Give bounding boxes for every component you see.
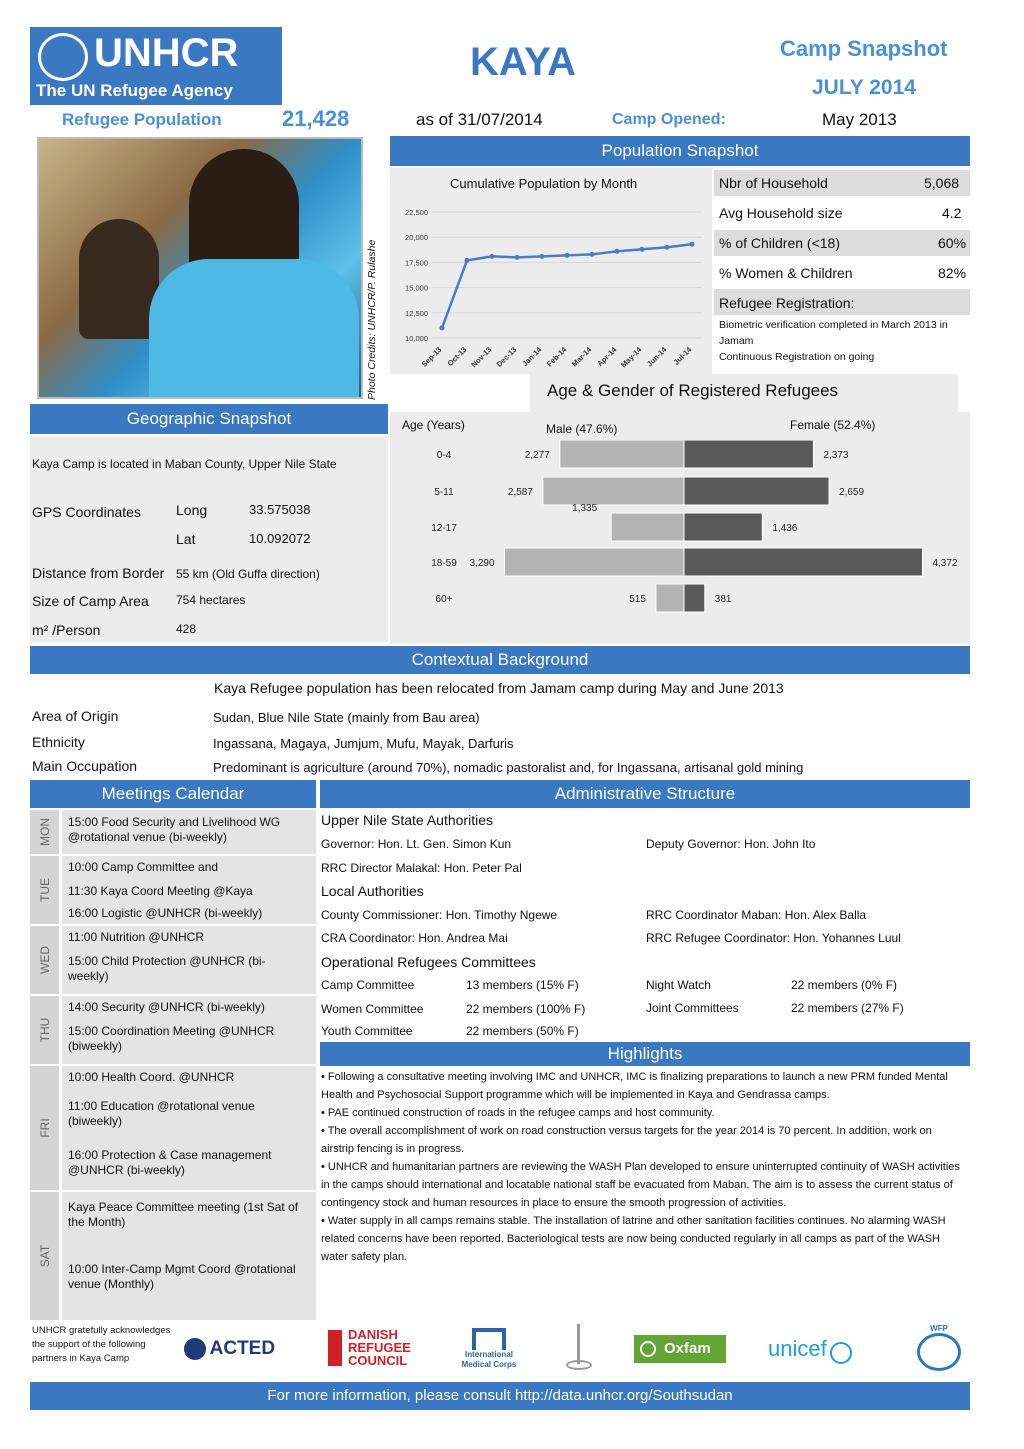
pyramid-age-header: Age (Years) — [402, 418, 465, 432]
geo-lat-value: 10.092072 — [249, 531, 311, 546]
meeting-item: 11:00 Education @rotational venue (biweekly) — [68, 1099, 255, 1128]
acted-emblem-icon — [184, 1338, 206, 1360]
meeting-item: 10:00 Health Coord. @UNHCR — [68, 1070, 235, 1084]
committee-joint-value: 22 members (27% F) — [791, 1001, 904, 1015]
day-label: MON — [37, 818, 52, 846]
pyramid-female-value: 4,372 — [932, 558, 958, 569]
pyramid-female-bar — [684, 584, 705, 612]
day-label: SAT — [37, 1244, 52, 1268]
photo-credit: Photo Credits: UNHCR/P. Rulashe — [366, 239, 378, 400]
photo-figure-left — [79, 219, 159, 339]
line-chart-x-tick: Oct-13 — [445, 345, 469, 368]
highlight-item: • UNHCR and humanitarian partners are reviewing the WASH Plan developed to ensure uninterrupted continuity of WASH activities in the camps should international and locatable national staff be evacuated from Maban. The aim is to assess the current status of contingency stock and human resources in place to ensure the smooth progression of activities. — [321, 1161, 960, 1209]
acted-name: ACTED — [209, 1338, 276, 1359]
pyramid-age-label: 0-4 — [436, 450, 452, 461]
admin-governor: Governor: Hon. Lt. Gen. Simon Kun — [321, 837, 512, 851]
unicef-emblem-icon — [830, 1342, 852, 1364]
meeting-item: 10:00 Camp Committee and — [68, 860, 219, 874]
pyramid-female-bar — [684, 440, 813, 468]
day-label: THU — [37, 1017, 52, 1043]
admin-deputy: Deputy Governor: Hon. John Ito — [646, 837, 816, 851]
wfp-emblem-icon — [917, 1333, 961, 1371]
line-chart-y-tick: 15,000 — [405, 283, 428, 293]
pyramid-female-bar — [684, 477, 829, 505]
admin-rrc-maban: RRC Coordinator Maban: Hon. Alex Balla — [646, 908, 867, 922]
line-chart-x-tick: Apr-14 — [595, 345, 619, 369]
day-label: WED — [37, 946, 52, 974]
photo-scarf — [149, 259, 359, 399]
geo-distance-value: 55 km (Old Guffa direction) — [176, 567, 320, 581]
registration-note-continuous: Continuous Registration on going — [719, 351, 875, 363]
line-chart-point — [615, 249, 620, 254]
committee-youth-value: 22 members (50% F) — [466, 1024, 579, 1038]
occupation-value: Predominant is agriculture (around 70%), nomadic pastoralist and, for Ingassana, artisanal gold mining — [213, 760, 804, 775]
geo-location: Kaya Camp is located in Maban County, Upper Nile State — [32, 457, 337, 471]
refugee-photo — [37, 137, 363, 399]
meetings-fri — [62, 1066, 316, 1190]
pyramid-female-bar — [684, 548, 922, 576]
imc-logo — [456, 1328, 522, 1370]
line-chart-x-tick: Feb-14 — [544, 345, 569, 369]
line-chart-point — [640, 247, 645, 252]
meetings-mon — [62, 810, 316, 854]
population-snapshot-header: Population Snapshot — [390, 136, 970, 166]
meetings-tue — [62, 856, 316, 924]
meeting-item: 11:30 Kaya Coord Meeting @Kaya — [68, 884, 253, 898]
pyramid-male-value: 1,335 — [572, 503, 598, 514]
geo-m2-label: m² /Person — [32, 622, 101, 638]
stat-household-label: Nbr of Household — [719, 175, 828, 191]
pyramid-female-bar — [684, 513, 762, 541]
line-chart-title: Cumulative Population by Month — [450, 176, 638, 191]
admin-committees-header: Operational Refugees Committees — [321, 954, 536, 970]
as-of-date: as of 31/07/2014 — [416, 110, 543, 129]
highlight-item: • PAE continued construction of roads in the refugee camps and host community. — [321, 1107, 715, 1119]
partners-thanks: UNHCR gratefully acknowledges the support of the following partners in Kaya Camp — [32, 1325, 171, 1364]
line-chart-x-tick: Jan-14 — [520, 345, 544, 369]
meeting-item: 14:00 Security @UNHCR (bi-weekly) — [68, 1000, 265, 1014]
refugee-population-label: Refugee Population — [62, 110, 222, 129]
drc-line2: REFUGEE — [348, 1340, 411, 1355]
wfp-name: WFP — [930, 1324, 948, 1333]
line-chart-point — [565, 253, 570, 258]
pyramid-male-value: 515 — [629, 594, 646, 605]
camp-opened-label: Camp Opened: — [612, 111, 726, 128]
contextual-header: Contextual Background — [30, 646, 970, 674]
line-chart-point — [490, 254, 495, 259]
oxfam-name: Oxfam — [664, 1340, 711, 1357]
drc-line1: DANISH — [348, 1327, 398, 1342]
pyramid-age-label: 12-17 — [431, 523, 457, 534]
line-chart-y-tick: 10,000 — [405, 334, 428, 343]
government-emblem — [562, 1324, 596, 1374]
pyramid-female-value: 1,436 — [772, 523, 798, 534]
committee-women-name: Women Committee — [321, 1002, 424, 1016]
oxfam-emblem-icon — [640, 1341, 656, 1357]
stat-hh-size-value: 4.2 — [942, 205, 962, 221]
line-chart-point — [665, 245, 670, 250]
highlight-item: • Water supply in all camps remains stable. The installation of latrine and other sanitation facilities continues. No alarming WASH related concerns have been reported. Bacteriological tests are now being conducted regularly in all camps as part of the WASH water safety plan. — [321, 1215, 946, 1263]
line-chart-point — [690, 242, 695, 247]
committee-women-value: 22 members (100% F) — [466, 1002, 586, 1016]
day-sat — [30, 1192, 60, 1320]
pyramid-age-label: 5-11 — [434, 487, 454, 498]
meetings-wed — [62, 926, 316, 994]
pyramid-age-label: 18-59 — [431, 558, 457, 569]
highlight-item: • Following a consultative meeting involving IMC and UNHCR, IMC is finalizing preparations to launch a new PRM funded Mental Health and Psychosocial Support programme which will be implemented in Kaya and Gendrassa camps. — [321, 1071, 948, 1101]
line-chart-y-tick: 20,000 — [405, 233, 428, 243]
geo-gps-label: GPS Coordinates — [32, 504, 141, 520]
line-chart-point — [540, 254, 545, 259]
acted-logo — [184, 1338, 275, 1360]
pyramid-female-value: 2,373 — [823, 450, 849, 461]
geo-long-value: 33.575038 — [249, 502, 311, 517]
meeting-item: 15:00 Child Protection @UNHCR (bi-weekly) — [68, 954, 266, 983]
pyramid-title: Age & Gender of Registered Refugees — [547, 381, 839, 400]
imc-emblem-icon — [472, 1328, 506, 1350]
geo-m2-value: 428 — [176, 622, 197, 636]
day-thu — [30, 996, 60, 1064]
occupation-label: Main Occupation — [32, 758, 138, 774]
committee-camp-value: 13 members (15% F) — [466, 978, 579, 992]
pyramid-female-value: 2,659 — [839, 487, 865, 498]
line-chart-y-tick: 12,500 — [405, 308, 428, 318]
stat-women-children-value: 82% — [938, 265, 967, 281]
highlight-item: • The overall accomplishment of work on road construction versus targets for the year 2014 is 70 percent. In addition, work on airstrip fencing is in progress. — [321, 1125, 932, 1155]
day-tue — [30, 856, 60, 924]
highlights-list — [321, 1068, 967, 1266]
meetings-thu — [62, 996, 316, 1064]
stat-household-value: 5,068 — [924, 175, 960, 191]
meeting-item: 16:00 Protection & Case management @UNHCR (bi-weekly) — [68, 1148, 272, 1177]
registration-label: Refugee Registration: — [719, 295, 855, 311]
meeting-item: 15:00 Coordination Meeting @UNHCR (biweekly) — [68, 1024, 275, 1053]
drc-emblem-icon — [328, 1330, 342, 1366]
unicef-logo — [768, 1336, 852, 1364]
org-tagline: The UN Refugee Agency — [36, 81, 233, 100]
drc-line3: COUNCIL — [348, 1353, 408, 1368]
geo-size-label: Size of Camp Area — [32, 593, 149, 609]
pyramid-male-bar — [611, 513, 684, 541]
committee-night-value: 22 members (0% F) — [791, 978, 898, 992]
day-label: FRI — [37, 1118, 52, 1138]
emblem-icon — [577, 1324, 580, 1364]
meetings-sat — [62, 1192, 316, 1320]
line-chart-x-tick: Jul-14 — [671, 345, 694, 367]
stat-children-value: 60% — [938, 235, 967, 251]
meeting-item: 10:00 Inter-Camp Mgmt Coord @rotational venue (Monthly) — [68, 1262, 296, 1291]
pyramid-male-bar — [505, 548, 684, 576]
geo-distance-label: Distance from Border — [32, 565, 165, 581]
pyramid-male-bar — [560, 440, 684, 468]
day-fri — [30, 1066, 60, 1190]
imc-name: International Medical Corps — [461, 1350, 517, 1369]
line-chart-point — [465, 258, 470, 263]
admin-rrc-refugee: RRC Refugee Coordinator: Hon. Yohannes Luul — [646, 931, 901, 945]
contextual-summary: Kaya Refugee population has been relocated from Jamam camp during May and June 2013 — [214, 680, 784, 696]
snapshot-date: JULY 2014 — [812, 76, 916, 99]
camp-name: KAYA — [470, 40, 576, 84]
admin-cra: CRA Coordinator: Hon. Andrea Mai — [321, 931, 508, 945]
line-chart-y-tick: 17,500 — [405, 258, 428, 268]
origin-label: Area of Origin — [32, 708, 119, 724]
day-label: TUE — [37, 878, 52, 902]
emblem-base-icon — [566, 1360, 592, 1370]
wfp-logo — [914, 1324, 964, 1371]
pyramid-age-label: 60+ — [435, 594, 453, 605]
meeting-item: 15:00 Food Security and Livelihood WG @rotational venue (bi-weekly) — [68, 815, 281, 844]
stat-women-children-label: % Women & Children — [719, 265, 853, 281]
snapshot-title: Camp Snapshot — [780, 36, 948, 61]
line-chart-x-tick: Nov-13 — [469, 345, 494, 370]
pyramid-male-bar — [543, 477, 684, 505]
meeting-item: Kaya Peace Committee meeting (1st Sat of the Month) — [68, 1200, 299, 1229]
line-chart-x-tick: Sep-13 — [419, 345, 444, 369]
day-mon — [30, 810, 60, 854]
meeting-item: 16:00 Logistic @UNHCR (bi-weekly) — [68, 906, 263, 920]
admin-local-header: Local Authorities — [321, 883, 424, 899]
line-chart-y-tick: 22,500 — [405, 208, 428, 217]
pyramid-male-label: Male (47.6%) — [546, 422, 618, 436]
day-wed — [30, 926, 60, 994]
line-chart-x-tick: Jun-14 — [644, 345, 669, 369]
unicef-name: unicef — [768, 1336, 827, 1361]
origin-value: Sudan, Blue Nile State (mainly from Bau area) — [213, 710, 480, 725]
pyramid-male-value: 2,587 — [507, 487, 533, 498]
committee-night-name: Night Watch — [646, 978, 711, 992]
line-chart-point — [515, 255, 520, 260]
line-chart-point — [590, 252, 595, 257]
line-chart-point — [440, 325, 445, 330]
line-chart-x-tick: May-14 — [619, 345, 644, 370]
unhcr-logo — [30, 27, 282, 105]
highlights-header: Highlights — [320, 1042, 970, 1066]
meetings-header: Meetings Calendar — [30, 780, 316, 808]
ethnicity-value: Ingassana, Magaya, Jumjum, Mufu, Mayak, Darfuris — [213, 736, 514, 751]
unhcr-emblem-icon — [38, 33, 88, 81]
pyramid-male-bar — [656, 584, 684, 612]
geo-size-value: 754 hectares — [176, 593, 246, 607]
org-name: UNHCR — [94, 31, 239, 75]
stat-children-label: % of Children (<18) — [719, 235, 841, 251]
pyramid-female-label: Female (52.4%) — [790, 418, 876, 432]
admin-rrc-director: RRC Director Malakal: Hon. Peter Pal — [321, 861, 522, 875]
geo-lat-label: Lat — [176, 531, 196, 547]
meeting-item: 11:00 Nutrition @UNHCR — [68, 930, 205, 944]
line-chart-x-tick: Mar-14 — [569, 345, 594, 369]
committee-youth-name: Youth Committee — [321, 1024, 413, 1038]
registration-note-biometric: Biometric verification completed in March 2013 in Jamam — [719, 319, 948, 347]
pyramid-male-value: 3,290 — [469, 558, 495, 569]
admin-header: Administrative Structure — [320, 780, 970, 808]
footer-bar: For more information, please consult http://data.unhcr.org/Southsudan — [30, 1382, 970, 1410]
admin-commissioner: County Commissioner: Hon. Timothy Ngewe — [321, 908, 558, 922]
committee-camp-name: Camp Committee — [321, 978, 415, 992]
committee-joint-name: Joint Committees — [646, 1001, 739, 1015]
ethnicity-label: Ethnicity — [32, 734, 85, 750]
pyramid-chart — [390, 440, 970, 640]
stat-hh-size-label: Avg Household size — [719, 205, 843, 221]
admin-state-header: Upper Nile State Authorities — [321, 812, 493, 828]
pyramid-male-value: 2,277 — [524, 450, 550, 461]
oxfam-logo — [634, 1335, 726, 1363]
pyramid-female-value: 381 — [714, 594, 732, 605]
refugee-population-value: 21,428 — [282, 106, 350, 131]
geo-long-label: Long — [176, 502, 208, 518]
line-chart-x-tick: Dec-13 — [494, 345, 519, 369]
camp-opened-value: May 2013 — [822, 110, 897, 129]
line-chart — [390, 192, 712, 374]
geographic-header: Geographic Snapshot — [30, 404, 388, 434]
